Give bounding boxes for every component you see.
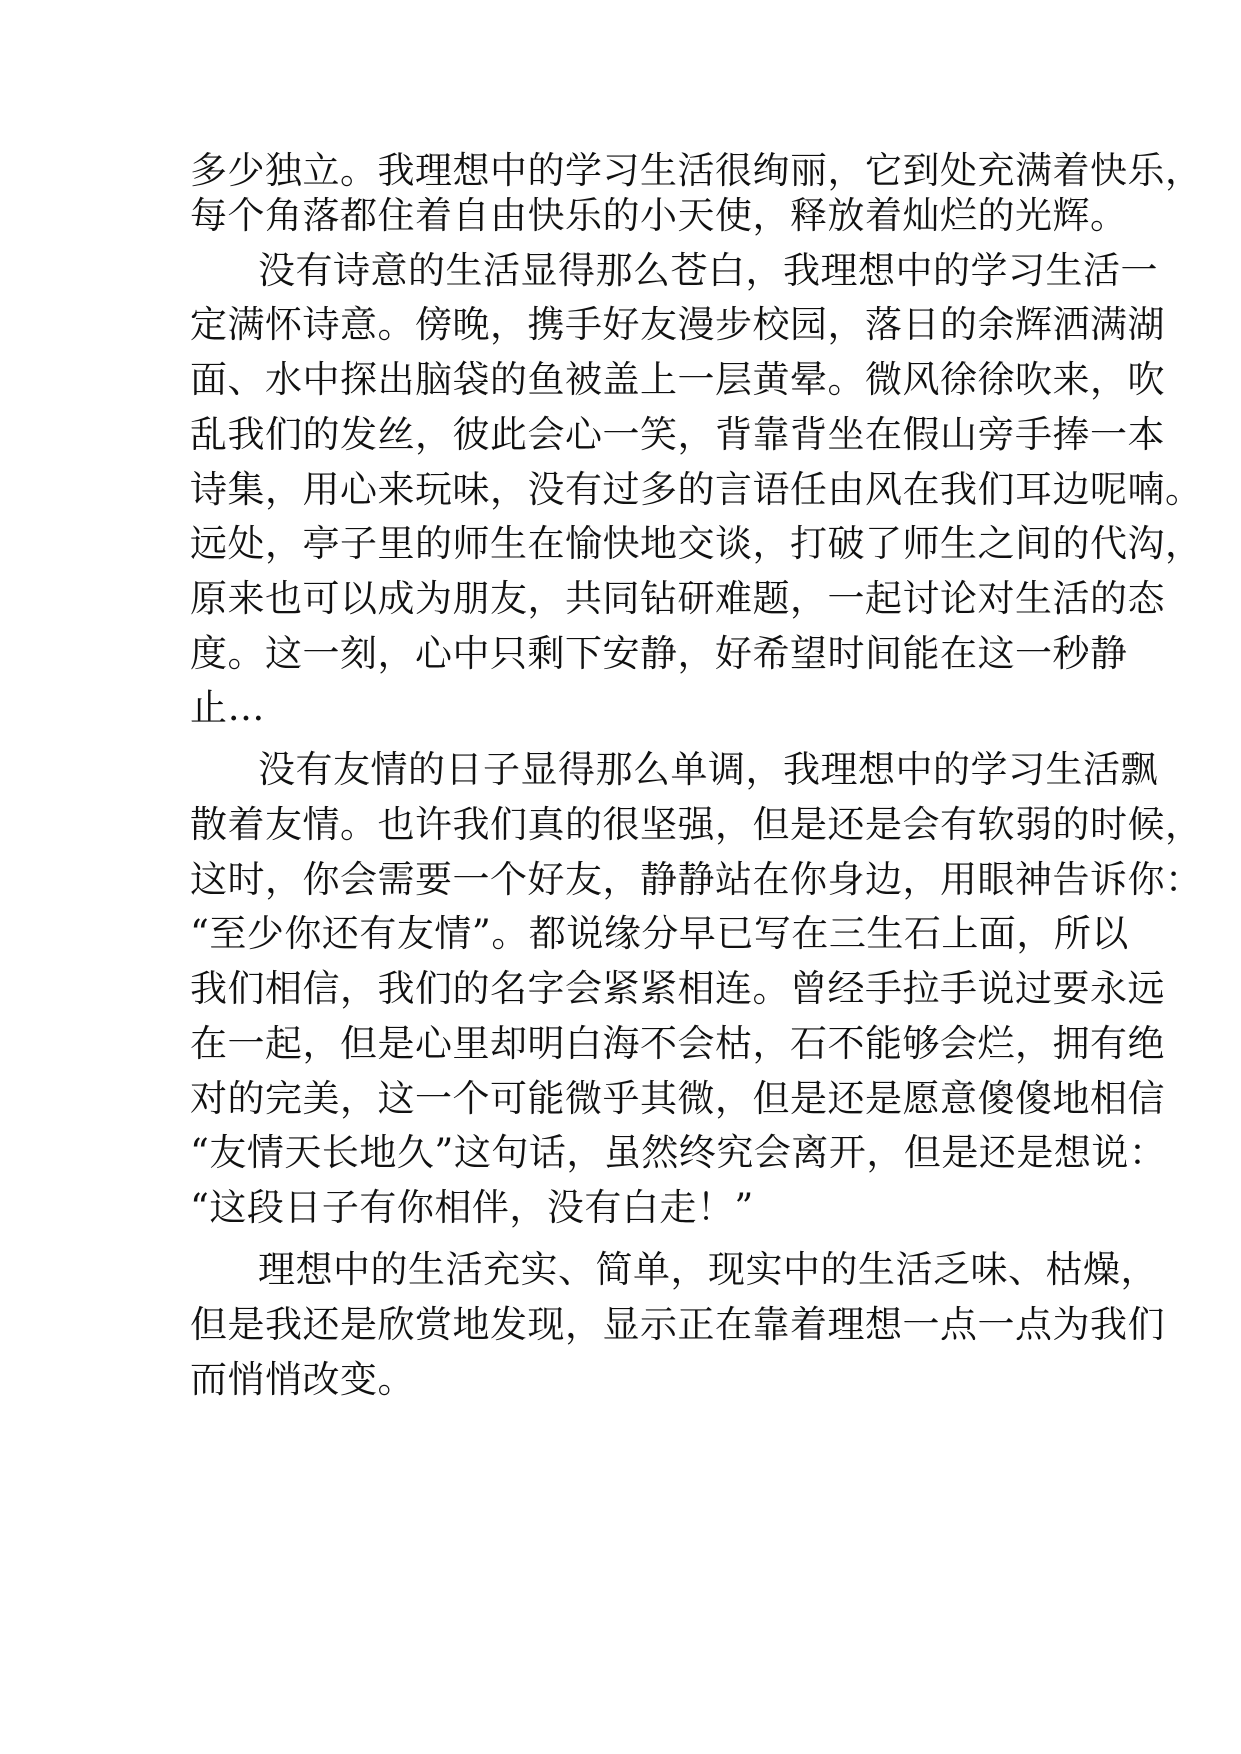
text-line: 每个角落都住着自由快乐的小天使，释放着灿烂的光辉。 bbox=[190, 194, 1128, 237]
text-line: 而悄悄改变。 bbox=[190, 1358, 415, 1401]
text-line: 理想中的生活充实、简单，现实中的生活乏味、枯燥， bbox=[258, 1248, 1158, 1291]
text-line: 原来也可以成为朋友，共同钻研难题，一起讨论对生活的态 bbox=[190, 577, 1165, 620]
text-line: 但是我还是欣赏地发现，显示正在靠着理想一点一点为我们 bbox=[190, 1303, 1165, 1346]
text-line: “这段日子有你相伴，没有白走！” bbox=[190, 1186, 754, 1229]
text-line: 乱我们的发丝，彼此会心一笑，背靠背坐在假山旁手捧一本 bbox=[190, 413, 1165, 456]
text-line: 定满怀诗意。傍晚，携手好友漫步校园，落日的余辉洒满湖 bbox=[190, 303, 1165, 346]
text-line: “至少你还有友情”。都说缘分早已写在三生石上面，所以 bbox=[190, 912, 1129, 955]
text-line: 没有友情的日子显得那么单调，我理想中的学习生活飘 bbox=[258, 748, 1158, 791]
text-line: 多少独立。我理想中的学习生活很绚丽，它到处充满着快乐， bbox=[190, 149, 1203, 192]
text-line: 在一起，但是心里却明白海不会枯，石不能够会烂，拥有绝 bbox=[190, 1022, 1165, 1065]
text-line: 我们相信，我们的名字会紧紧相连。曾经手拉手说过要永远 bbox=[190, 967, 1165, 1010]
text-line: 没有诗意的生活显得那么苍白，我理想中的学习生活一 bbox=[258, 249, 1158, 292]
text-line: 散着友情。也许我们真的很坚强，但是还是会有软弱的时候， bbox=[190, 803, 1203, 846]
text-line: 止… bbox=[190, 686, 265, 729]
text-line: 远处，亭子里的师生在愉快地交谈，打破了师生之间的代沟， bbox=[190, 522, 1203, 565]
text-line: 对的完美，这一个可能微乎其微，但是还是愿意傻傻地相信 bbox=[190, 1077, 1165, 1120]
text-line: 诗集，用心来玩味，没有过多的言语任由风在我们耳边呢喃。 bbox=[190, 468, 1203, 511]
text-line: 这时，你会需要一个好友，静静站在你身边，用眼神告诉你： bbox=[190, 858, 1203, 901]
text-line: 度。这一刻，心中只剩下安静，好希望时间能在这一秒静 bbox=[190, 632, 1128, 675]
text-line: “友情天长地久”这句话，虽然终究会离开，但是还是想说： bbox=[190, 1131, 1167, 1174]
text-line: 面、水中探出脑袋的鱼被盖上一层黄晕。微风徐徐吹来，吹 bbox=[190, 358, 1165, 401]
